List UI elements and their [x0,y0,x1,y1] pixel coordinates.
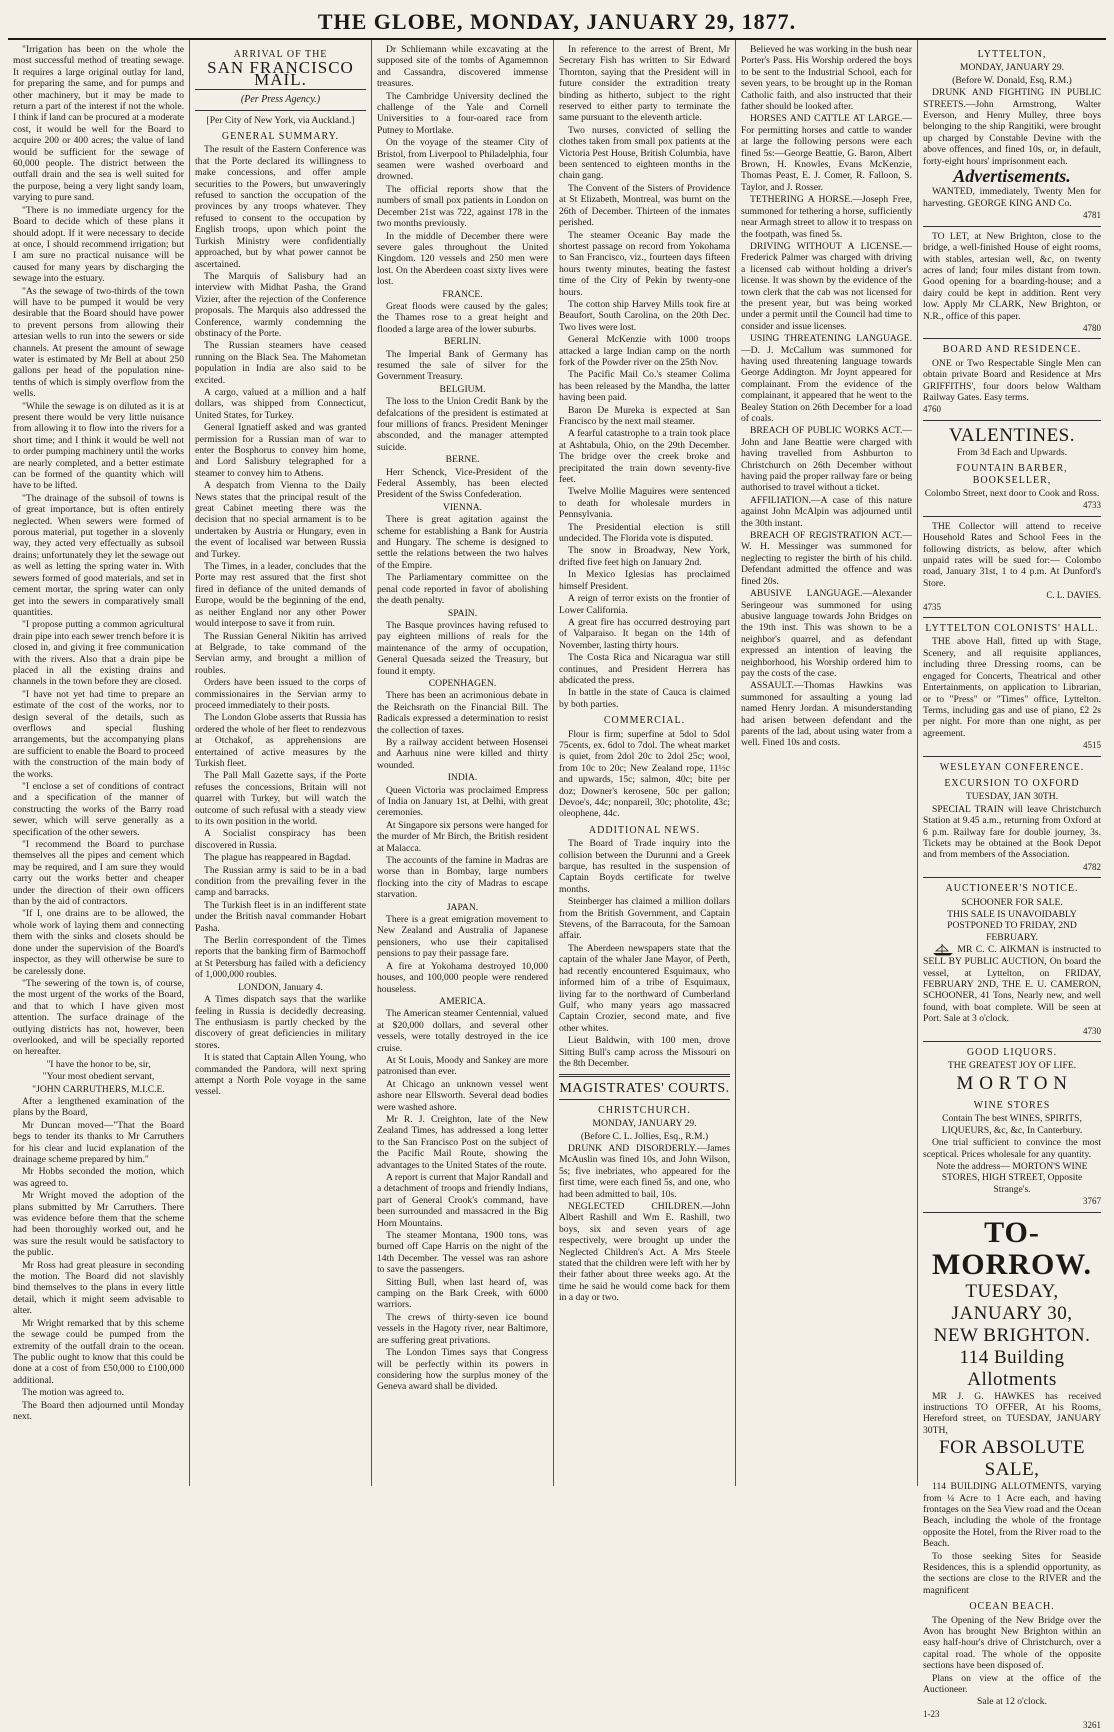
advert-headline: 114 Building Allotments [959,1346,1065,1390]
dateline: INDIA. [447,772,478,784]
advert-heading: LYTTELTON COLONISTS' HALL. [925,623,1099,635]
divider [923,617,1101,618]
article-paragraph: The accounts of the famine in Madras are worse than in Bombay, large numbers flocking into the city of Madras to escape starvation. [377,855,548,901]
article-paragraph: The Russian army is said to be in a bad condition from the prevailing fever in the camp and barracks. [195,864,366,899]
article-paragraph: The Basque provinces having refused to pay eighteen millions of reals for the maintenance of the army of occupation, General Quesada seized the Treasury, but found it empty. [377,619,548,677]
article-paragraph: The Board of Trade inquiry into the collision between the Durunni and a Greek barque, has resulted in the suspension of Captain Boyds certificate for twelve months. [559,838,730,895]
divider [559,1074,730,1077]
columns [8,40,1106,1731]
article-paragraph: The Berlin correspondent of the Times reports that the banking firm of Barmochoff at St Petersburg has failed with a deficiency of 1,000,000 roubles. [195,935,366,981]
article-paragraph: Great floods were caused by the gales; the Thames rose to a great height and flooded a large area of the lower suburbs. [377,300,548,335]
article-paragraph: BREACH OF PUBLIC WORKS ACT.—John and Jane Beattie were charged with having travelled from Ashburton to Christchurch on 26th December without having paid the proper railway fare or being authorised to travel without a ticket. [741,425,912,494]
article-paragraph: DRUNK AND DISORDERLY.—James McAuslin was fined 10s, and John Wilson, 5s; five inebriates, who appeared for the first time, were each fined 5s, and one, who had been admitted to bail, 10s. [559,1142,730,1200]
newspaper-page [8,8,1106,1731]
divider [559,1099,730,1100]
advert-heading: OCEAN BEACH. [969,1601,1055,1613]
article-paragraph: "Irrigation has been on the whole the most successful method of treating sewage. It requires a large original outlay for land, for preparing the same, and for pumps and other machinery, but it may be made to return a part of the interest if not the whole. I think if land can be procured at a moderate cost, it would be well for the Board to acquire 200 or 400 acres; the value of land would be sufficient for the sewage of 60,000 people. The district between the outfall drain and the sea is well suited for the purpose, being a very light sandy loam, varying to pure sand. [13,44,184,204]
article-paragraph: The snow in Broadway, New York, drifted five feet high on January 2nd. [559,545,730,568]
advert-text: THE Collector will attend to receive Household Rates and School Fees in the following districts, as below, after which unpaid rates will be sued for:— Colombo road, January 31st, 1 to 4 p.m. At Dunford's Store. [923,520,1101,589]
article-paragraph: The motion was agreed to. [22,1387,125,1399]
article-paragraph: HORSES AND CATTLE AT LARGE.—For permitting horses and cattle to wander at large the following persons were each fined 5s:—George Beattie, G. Baron, Albert Brown, H. Knowles, Evans McKenzie, Thomas Peast, E. J. Comer, R. Falloon, S. Taylor, and J. Rosser. [741,113,912,193]
advert-text: TO LET, at New Brighton, close to the bridge, a well-finished House of eight rooms, with stables, artesian well, &c, on twenty acres of land; four miles distant from town. Good opening for a boarding-house; and a dairy could be kept in addition. Rent very low. Apply Mr CLARK, New Brighton, or N.R., office of this paper. [923,230,1101,322]
court-bench: (Before W. Donald, Esq, R.M.) [952,74,1072,86]
article-paragraph: There is a great emigration movement to New Zealand and Australia of Japanese pensioners, who use their capitalised pensions to pay their passage fare. [377,914,548,960]
article-paragraph: The Parliamentary committee on the penal code reported in favor of abolishing the death penalty. [377,572,548,607]
column-4 [554,40,736,1486]
article-paragraph: The loss to the Union Credit Bank by the defalcations of the president is estimated at four millions of francs. President Meninger absconded, and the manager attempted suicide. [377,396,548,453]
article-paragraph: A Times dispatch says that the warlike feeling in Russia is decidedly decreasing. The enthusiasm is partly checked by the discovery of great deficiencies in military stores. [195,994,366,1051]
article-paragraph: The Imperial Bank of Germany has resumed the sale of silver for the Government Treasury. [377,348,548,383]
column-3 [372,40,554,1486]
divider [923,226,1101,227]
article-paragraph: A reign of terror exists on the frontier of Lower California. [559,593,730,616]
article-paragraph: A report is current that Major Randall and a detachment of troops and friendly Indians, part of General Crook's command, have been surrounded and massacred in the Big Horn Mountains. [377,1172,548,1229]
dateline: BERNE. [445,454,480,466]
divider [923,756,1101,757]
article-paragraph: Baron De Mureka is expected at San Francisco by the next mail steamer. [559,404,730,427]
advert-text: Sale at 12 o'clock. [977,1696,1047,1708]
article-paragraph: The Pall Mall Gazette says, if the Porte refuses the concessions, Britain will not quarrel with Turkey, but will watch the outcome of such refusal with a steady view to its own position in the world. [195,770,366,827]
advert-headline: M O R T O N [956,1072,1068,1094]
advert-heading: WESLEYAN CONFERENCE. [939,761,1085,773]
divider [195,110,366,111]
section-heading: GENERAL SUMMARY. [221,131,340,143]
advert-number: 3767 [1083,1196,1101,1207]
article-paragraph: "If I, one drains are to be allowed, the whole work of laying them and connecting them with the sinks and closets should be done under the supervision of the Board's inspector, as they will otherwise be sure to be carelessly done. [13,908,184,977]
divider [923,1212,1101,1213]
signoff-line: "I have the honor to be, sir, [46,1058,151,1070]
article-paragraph: Mr Hobbs seconded the motion, which was agreed to. [13,1166,184,1189]
advert-text: ONE or Two Respectable Single Men can obtain private Board and Residence at Mrs GRIFFITHS', four doors below Waltham Railway Gates. Easy terms. [923,357,1101,403]
advert-heading: GOOD LIQUORS. [966,1047,1058,1059]
advert-text: THE above Hall, fitted up with Stage, Scenery, and all requisite appliances, including three Dressing rooms, can be engaged for Concerts, Theatrical and other Entertainments, on application to Librarian, or to "Press" or "Times" office, Lyttelton. Terms, including gas and use of piano, £2 2s per night. For more than one night, as per agreement. [923,636,1101,739]
advert-text: SPECIAL TRAIN will leave Christchurch Station at 9.45 a.m., returning from Oxford at 6 p.m. Railway fare for double journey, 3s. Tickets may be obtained at the Book Depot and from members of the Association. [923,803,1101,861]
advert-signature: C. L. DAVIES. [1046,590,1101,601]
article-paragraph: A great fire has occurred destroying part of Valparaiso. It began on the 14th of November, lasting thirty hours. [559,616,730,651]
article-paragraph: BREACH OF REGISTRATION ACT.—W. H. Messinger was summoned for neglecting to register the birth of his child. Defendant admitted the offence and was fined 20s. [741,530,912,587]
article-paragraph: There is great agitation against the scheme for establishing a Bank for Austria and Hungary. The scheme is designed to settle the relations between the two halves of the Empire. [377,514,548,571]
article-paragraph: The Board then adjourned until Monday next. [13,1399,184,1422]
advert-text: 114 BUILDING ALLOTMENTS, varying from ¼ Acre to 1 Acre each, and having frontages on the Sea View road and the Ocean Beach, including the whole of the frontage opposite the Hotel, from the River road to the Beach. [923,1481,1101,1550]
article-paragraph: The Cambridge University declined the challenge of the Yale and Cornell Universities to a four-oared race from Putney to Mortlake. [377,90,548,136]
article-paragraph: Mr Wright moved the adoption of the plans submitted by Mr Carruthers. There was evidence before them that the scheme had been thoroughly worked out, and he was sure the result would be satisfactory to the public. [13,1190,184,1259]
column-2 [190,40,372,1486]
article-paragraph: It is stated that Captain Allen Young, who commanded the Pandora, will next spring attempt a North Pole voyage in the same vessel. [195,1052,366,1098]
divider [195,89,366,90]
ship-icon [932,944,954,956]
advert-text: From 3d Each and Upwards. [956,446,1068,458]
article-paragraph: General McKenzie with 1000 troops attacked a large Indian camp on the north fork of the Powder river on the 25th Nov. [559,334,730,368]
advert-text: Contain The best WINES, SPIRITS, LIQUEURS, &c, &c, In Canterbury. [941,1113,1083,1136]
article-paragraph: Orders have been issued to the corps of commissionaires in the Servian army to proceed immediately to their posts. [195,677,366,711]
article-paragraph: Mr Ross had great pleasure in seconding the motion. The Board did not slavishly bind themselves to the plans in every little detail, which it might seem advisable to alter. [13,1259,184,1317]
article-paragraph: "I enclose a set of conditions of contract and a specification of the manner of constructing the works of the Barry road sewer, which will serve generally as a specification of the other sewers. [13,781,184,838]
article-paragraph: NEGLECTED CHILDREN.—John Albert Rashill and Wm E. Rashill, two boys, six and seven years of age respectively, were brought up under the Neglected Children's Act. A Mrs Steele stated that the children were left with her by their father about three weeks ago. At the time he said he would come back for them in a day or two. [559,1201,730,1304]
advert-text: MR J. G. HAWKES has received instructions TO OFFER, At his Rooms, Hereford street, on TUESDAY, JANUARY 30TH, [923,1390,1101,1436]
article-paragraph: The Aberdeen newspapers state that the captain of the whaler Jane Mayor, of Perth, had recently encountered Esquimaux, who informed him of a tribe of Esquimaux, living far to the northward of Cumberland Gulf, who many years ago massacred Captain Crozier, second mate, and five other whites. [559,942,730,1034]
advert-headline: VALENTINES. [948,424,1075,446]
article-paragraph: The cotton ship Harvey Mills took fire at Beaufort, South Carolina, on the 20th Dec. Two lives were lost. [559,298,730,333]
article-paragraph: Mr R. J. Creighton, late of the New Zealand Times, has addressed a long letter to the San Francisco Post on the subject of the Pacific Mail Route, showing the advantages to the United States of the route. [377,1113,548,1171]
advert-heading: BOARD AND RESIDENCE. [942,344,1082,356]
article-paragraph: "I propose putting a common agricultural drain pipe into each sewer trench before it is closed in, and giving it free communication with the rivers. Also that a drain pipe be placed in all the existing drains and channels in the town before they are closed. [13,619,184,688]
divider [923,420,1101,421]
advert-number: 4515 [1083,740,1101,751]
article-paragraph: In reference to the arrest of Brent, Mr Secretary Fish has written to Sir Edward Thornton, saying that the President will in future consider the extradition treaty binding as hitherto, subject to the right reserved to either party to terminate the same pursuant to the eleventh article. [559,44,730,124]
article-paragraph: The Convent of the Sisters of Providence at St Elizabeth, Montreal, was burnt on the 26th of December. Thirteen of the inmates perished. [559,182,730,229]
court-date: MONDAY, JANUARY 29. [959,62,1065,74]
article-paragraph: The Russian steamers have ceased running on the Black Sea. The Mahometan population in India are also said to be excited. [195,340,366,386]
advert-text: One trial sufficient to convince the most sceptical. Prices wholesale for any quantity. [923,1137,1101,1160]
advert-number: 4781 [1083,210,1101,221]
article-paragraph: "The drainage of the subsoil of towns is of great importance, but is often entirely neglected. When sewers were formed of porous material, put together in a slovenly way, they acted very effectually as subsoil drains; unfortunately they let the sewage out as well as letting the spring water in. With sewers formed of good materials, and set in cement mortar, the spring water can only get into the sewers in comparatively small quantities. [13,492,184,618]
advert-heading: AUCTIONEER'S NOTICE. [945,883,1079,895]
article-paragraph: By a railway accident between Hosensei and Aarhuus nine were killed and thirty wounded. [377,736,548,771]
article-paragraph: On the voyage of the steamer City of Bristol, from Liverpool to Philadelphia, four seamen were washed overboard and drowned. [377,137,548,183]
advertisements-heading: Advertisements. [953,166,1071,187]
advert-number: 4735 [923,601,941,612]
court-heading: LYTTELTON, [977,49,1047,60]
article-paragraph: The London Times says that Congress will be perfectly within its powers in considering how the surplus money of the Geneva award shall be divided. [377,1347,548,1393]
divider [923,1041,1101,1042]
signoff-line: "Your most obedient servant, [42,1071,155,1083]
advert-number: 3261 [1083,1720,1101,1731]
auction-text: MR C. C. AIKMAN is instructed to SELL BY PUBLIC AUCTION, On board the vessel, at Lyttelton, on FRIDAY, FEBRUARY 2ND, THE E. U. CAMERON, SCHOONER, 41 Tons, Nearly new, and well found, with boat complete. Will be seen at Port. Sale at 3 o'clock. [923,944,1101,1025]
article-paragraph: General Ignatieff asked and was granted permission for a Russian man of war to enter the Bosphorus to convey him home, and Lord Salisbury telegraphed for a steamer to convey him to Athens. [195,422,366,479]
article-paragraph: The Presidential election is still undecided. The Florida vote is disputed. [559,521,730,545]
dateline: COPENHAGEN. [428,677,497,689]
dateline: BERLIN. [443,336,482,348]
article-paragraph: A Socialist conspiracy has been discovered in Russia. [195,828,366,851]
article-paragraph: The Pacific Mail Co.'s steamer Colima has been released by the Mandha, the latter having been paid. [559,369,730,404]
article-paragraph: DRUNK AND FIGHTING IN PUBLIC STREETS.—John Armstrong, Walter Everson, and Henry Mulley, three boys belonging to the ship Rangitiki, were brought up charged by Constable Devine with the above offences, and fined 10s, or, in default, forty-eight hours' imprisonment each. [923,87,1101,167]
advert-heading: EXCURSION TO OXFORD [944,777,1080,789]
advert-number: 4760 [923,404,941,415]
advert-headline: NEW BRIGHTON. [933,1324,1091,1346]
dateline: JAPAN. [446,901,479,913]
article-paragraph: Mr Duncan moved—"That the Board begs to tender its thanks to Mr Carruthers for his clear and lucid explanation of the drainage scheme prepared by him." [13,1119,184,1165]
advert-text: Plans on view at the office of the Auctioneer. [923,1672,1101,1696]
column-1 [8,40,190,1486]
article-paragraph: Two nurses, convicted of selling the clothes taken from small pox patients at the Victoria Pest House, British Columbia, have been sentenced to eighteen months in the chain gang. [559,124,730,182]
advert-date: TUESDAY, JAN 30TH. [965,791,1059,803]
dateline: AMERICA. [439,995,486,1007]
advert-headline: TO-MORROW. [931,1215,1093,1281]
article-paragraph: Believed he was working in the bush near Porter's Pass. His Worship ordered the boys to be sent to the Industrial School, each for seven years, to be brought up in the Roman Catholic faith, and also instructed that their father should be looked after. [741,44,912,113]
advert-heading: THE GREATEST JOY OF LIFE. [947,1060,1077,1072]
article-paragraph: Dr Schliemann while excavating at the supposed site of the tombs of Agamemnon and Cassandra, discovered immense treasures. [377,44,548,90]
article-paragraph: ABUSIVE LANGUAGE.—Alexander Seringeour was summoned for using abusive language towards John Bridges on the 19th inst. This was shown to be a neighbor's quarrel, and as defendant expressed an intention of leaving the neighborhood, his Worship ordered him to pay the costs of the case. [741,588,912,679]
court-bench: (Before C. L. Jollies, Esq., R.M.) [580,1130,709,1142]
divider [923,516,1101,517]
section-heading: COMMERCIAL. [603,715,686,727]
advert-heading: SCHOONER FOR SALE. [961,896,1063,908]
section-headline: MAGISTRATES' COURTS. [559,1081,730,1097]
article-paragraph: The Times, in a leader, concludes that the Porte may rest assured that the first shot fired in defiance of the united demands of Europe, would be the beginning of the end, as neither England nor any other Power would interpose to save it from ruin. [195,561,366,630]
article-paragraph: "While the sewage is on diluted as it is at present there would be very little nuisance from allowing it to flow into the rivers for a short time; and I think it would be well not to order pumping machinery until the works are nearly completed, and a better estimate can be formed of the quantity which will have to be lifted. [13,400,184,492]
advert-headline: TUESDAY, JANUARY 30, [951,1280,1073,1324]
article-paragraph: AFFILIATION.—A case of this nature against John McAlpin was adjourned until the 30th instant. [741,494,912,529]
advert-text: Colombo Street, next door to Cook and Ross. [924,488,1100,499]
advert-number: 1-23 [923,1708,940,1719]
article-paragraph: "As the sewage of two-thirds of the town will have to be pumped it would be very desirable that the Board should have power to prevent persons from allowing their artesian wells to run into the sewers or side channels. At present the amount of sewage water is estimated by Mr Bell at about 250 gallons per head of the population nine-tenths of which is simply overflow from the wells. [13,285,184,400]
article-paragraph: Mr Wright remarked that by this scheme the sewage could be pumped from the extremity of the outfall drain to the ocean. The public ought to know that this could be done at a cost of from £50,000 to £100,000 additional. [13,1317,184,1386]
court-date: MONDAY, JANUARY 29. [592,1118,697,1130]
article-paragraph: There has been an acrimonious debate in the Reichsrath on the Financial Bill. The Radicals expressed a determination to resist the collection of taxes. [377,690,548,736]
article-paragraph: The Marquis of Salisbury had an interview with Midhat Pasha, the Grand Vizier, after the rejection of the Conference proposals. The Marquis also addressed the Conference, warmly condemning the obstinacy of the Porte. [195,270,366,339]
article-paragraph: After a lengthened examination of the plans by the Board, [13,1095,184,1119]
dateline: BELGIUM. [439,383,486,395]
dateline: LONDON, January 4. [238,981,323,993]
advert-text [923,944,1101,1024]
article-paragraph: The Turkish fleet is in an indifferent state under the British naval commander Hobart Pasha. [195,899,366,934]
article-paragraph: The steamer Montana, 1900 tons, was burned off Cape Harris on the night of the 14th December. The vessel was ran ashore to save the passengers. [377,1230,548,1276]
advert-text: The Opening of the New Bridge over the Avon has brought New Brighton within an easy half-hour's drive of Christchurch, over a capital road. The whole of the opposite sections have been disposed of. [923,1614,1101,1672]
dateline: VIENNA. [442,501,483,513]
article-paragraph: The American steamer Centennial, valued at $20,000 dollars, and several other vessels, were totally destroyed in the ice cruise. [377,1008,548,1054]
advert-text: To those seeking Sites for Seaside Residences, this is a splendid opportunity, as the sections are close to the RIVER and the magnificent [923,1550,1101,1596]
article-paragraph: Queen Victoria was proclaimed Empress of India on January 1st, at Delhi, with great ceremonies. [377,784,548,819]
article-paragraph: ASSAULT.—Thomas Hawkins was summoned for assaulting a young lad named Henry Jordan. A misunderstanding had arisen between defendant and the parents of the lad, about using water from a well. Fined 10s and costs. [741,680,912,749]
article-paragraph: A despatch from Vienna to the Daily News states that the principal result of the great Cabinet meeting there was the decision that no special armament is to be undertaken by Austria or Hungary, even in the event of localised war between Russia and Turkey. [195,480,366,560]
article-paragraph: Flour is firm; superfine at 5dol to 5dol 75cents, ex. 6dol to 7dol. The wheat market is quiet, from 2dol 20c to 2dol 25c; wool, from 10c to 20c; New Zealand rope, 11½c and upwards, 15c; salmon, 40c; bite per doz; Downer's kerosene, 50c per gallon; Devoe's, 44c; nonpareil, 30c; photolite, 43c; oleophene, 44c. [559,728,730,820]
article-paragraph: Sitting Bull, when last heard of, was camping on the Bark Creek, with 6000 warriors. [377,1276,548,1311]
article-paragraph: In Mexico Iglesias has proclaimed himself President. [559,569,730,592]
court-heading: CHRISTCHURCH. [598,1104,691,1116]
advert-text: WANTED, immediately, Twenty Men for harvesting. GEORGE KING AND Co. [923,186,1101,209]
article-paragraph: A fire at Yokohama destroyed 10,000 houses, and 100,000 people were rendered houseless. [377,960,548,995]
advert-heading: THIS SALE IS UNAVOIDABLY POSTPONED TO FRIDAY, 2ND FEBRUARY. [947,909,1077,943]
divider [923,338,1101,339]
article-paragraph: The Costa Rica and Nicaragua war still continues, and President Herrera has abdicated the press. [559,652,730,686]
article-paragraph: The official reports show that the numbers of small pox patients in London on December 21st was 722, against 178 in the two months previously. [377,183,548,230]
article-paragraph: Twelve Mollie Maguires were sentenced to death for wholesale murders in Pennsylvania. [559,486,730,521]
advert-headline: FOR ABSOLUTE SALE, [939,1437,1085,1481]
advert-number: 4780 [1083,322,1101,333]
advert-heading: FOUNTAIN BARBER, BOOKSELLER, [956,463,1068,486]
section-headline: SAN FRANCISCO MAIL. [207,58,354,89]
article-paragraph: A cargo, valued at a million and a half dollars, was shipped from Connecticut, United States, for Turkey. [195,386,366,421]
article-paragraph: The result of the Eastern Conference was that the Porte declared its willingness to make concessions, and offer ample securities to the Powers, but unwaveringly refused to sanction the occupation of the provinces by any troops whatever. They refused to consent to the occupation by English troops, upon which point the Turkish Ministry were confidentially approached, but by what power cannot be ascertained. [195,144,366,270]
article-paragraph: A fearful catastrophe to a train took place at Ashtabula, Ohio, on the 29th December. The bridge over the creek broke and precipitated the train down seventy-five feet. [559,428,730,486]
article-paragraph: The plague has reappeared in Bagdad. [204,852,351,864]
dateline: FRANCE. [442,288,483,300]
dateline: SPAIN. [447,607,478,619]
section-heading: ADDITIONAL NEWS. [588,824,701,836]
article-paragraph: The crews of thirty-seven ice bound vessels in the Hagoty river, near Baltimore, are suffering great privations. [377,1311,548,1346]
advert-heading: WINE STORES [973,1099,1051,1111]
article-paragraph: DRIVING WITHOUT A LICENSE.—Frederick Palmer was charged with driving a licensed cab without holding a driver's license. It was shown by the evidence of the town clerk that the cab was not licensed for the present year, but was being worked under a permit until the Council had time to consider and issue licenses. [741,240,912,332]
article-paragraph: TETHERING A HORSE.—Joseph Free, summoned for tethering a horse, sufficiently near Armagh street to allow it to trespass on the footpath, was fined 5s. [741,194,912,240]
article-paragraph: Lieut Baldwin, with 100 men, drove Sitting Bull's camp across the Missouri on the 8th December. [559,1035,730,1069]
masthead-title: THE GLOBE, MONDAY, JANUARY 29, 1877. [317,9,797,34]
byline: (Per Press Agency.) [240,94,321,106]
article-paragraph: "I recommend the Board to purchase themselves all the pipes and cement which may be required, and I am sure they would carry out the works better and cheaper under the direction of their own officers than by the aid of contractors. [13,839,184,908]
advert-number: 4782 [1083,861,1101,872]
advert-number: 4733 [1083,500,1101,511]
signoff-signature: "JOHN CARRUTHERS, M.I.C.E. [32,1083,165,1095]
article-paragraph: "I have not yet had time to prepare an estimate of the cost of the works, nor to design several of the details, such as overflows and special flushing arrangements, but the accompanying plans are sufficient to enable the Board to proceed with the construction of the main body of the works. [13,688,184,780]
article-paragraph: "The sewering of the town is, of course, the most urgent of the works of the Board, and that to which I have given most attention. The surface drainage of the outlying districts has not, however, been overlooked, and will be specially reported on hereafter. [13,977,184,1058]
article-paragraph: At Singapore six persons were hanged for the murder of Mr Birch, the British resident at Malacca. [377,819,548,854]
masthead [8,8,1106,40]
article-paragraph: Herr Schenck, Vice-President of the Federal Assembly, has been elected President of the Swiss Confederation. [377,466,548,501]
article-paragraph: USING THREATENING LANGUAGE.—D. J. McCallum was summoned for having used threatening language towards George Addington. Mr Joynt appeared for complainant. From the evidence of the complainant, it appeared that he went to the Bealey Station on 26th December for a load of coals. [741,333,912,424]
article-paragraph: "There is no immediate urgency for the Board to decide which of these plans it should adopt. If it were necessary to decide at once, I should recommend irrigation; but I am sure no practical nuisance will be caused for many years by discharging the sewage into the estuary. [13,204,184,285]
column-5 [736,40,918,1486]
section-subtitle: ARRIVAL OF THE [233,49,328,60]
article-paragraph: The steamer Oceanic Bay made the shortest passage on record from Yokohama to San Francisco, viz., fourteen days fifteen hours twenty minutes, beating the fastest time of the City of Pekin by twenty-one hours. [559,229,730,298]
divider [923,877,1101,878]
via-note: [Per City of New York, via Auckland.] [206,114,355,126]
article-paragraph: The Russian General Nikitin has arrived at Belgrade, to take command of the Servian army, and brought a million of roubles. [195,630,366,676]
advert-text: Note the address— MORTON'S WINE STORES, HIGH STREET, Opposite Strange's. [936,1160,1088,1195]
article-paragraph: At Chicago an unknown vessel went ashore near Ellsworth. Several dead bodies were washed ashore. [377,1078,548,1113]
advert-number: 4730 [1083,1025,1101,1036]
article-paragraph: In battle in the state of Cauca is claimed by both parties. [559,687,730,710]
article-paragraph: At St Louis, Moody and Sankey are more patronised than ever. [377,1054,548,1078]
article-paragraph: Steinberger has claimed a million dollars from the British Government, and Captain Stevens, of the Barracouta, for the Samoan affair. [559,896,730,942]
article-paragraph: The London Globe asserts that Russia has ordered the whole of her fleet to rendezvous at Otchakof, as apprehensions are entertained of active measures by the Turkish fleet. [195,712,366,769]
article-paragraph: In the middle of December there were severe gales throughout the United Kingdom. 120 vessels and 250 men were lost. On the Aberdeen coast sixty lives were lost. [377,230,548,288]
column-6 [918,40,1106,1731]
